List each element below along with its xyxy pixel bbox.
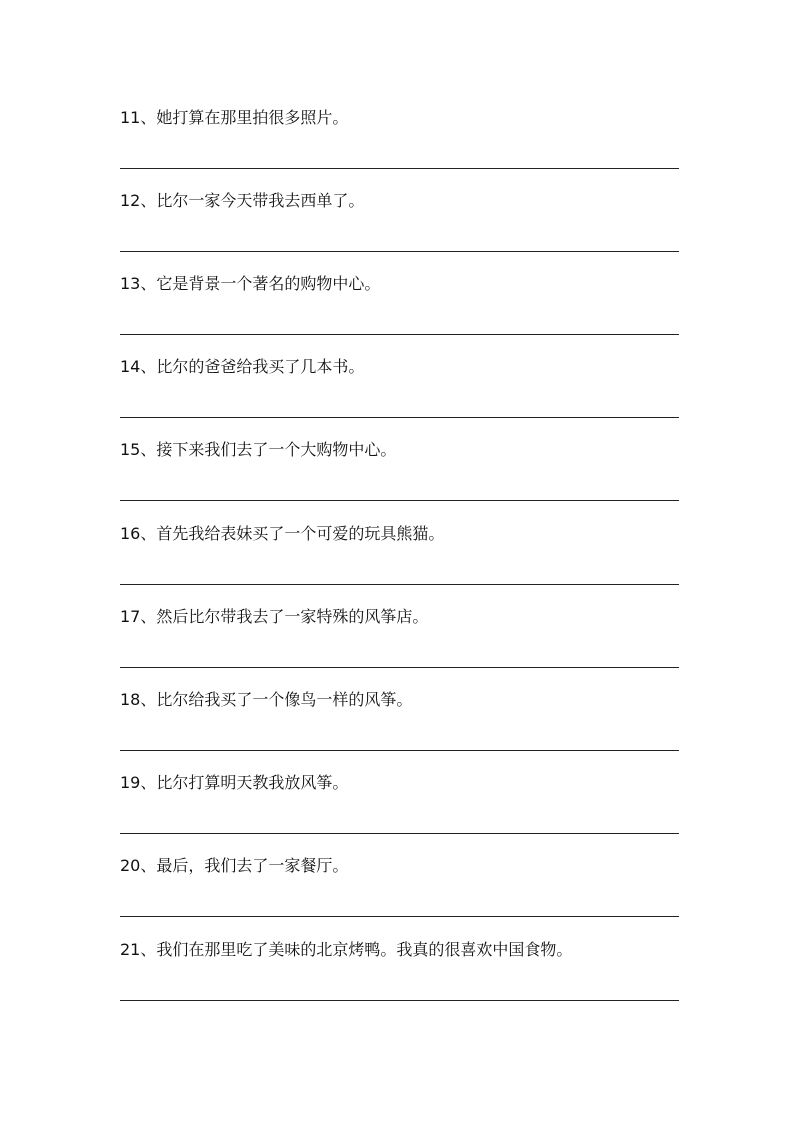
item-separator: 、: [140, 440, 157, 459]
item-separator: 、: [140, 690, 157, 709]
exercise-item-16: [120, 521, 680, 604]
item-sentence: 比尔打算明天教我放风筝。: [156, 773, 349, 792]
item-separator: 、: [140, 191, 157, 210]
exercise-prompt: [120, 437, 396, 463]
item-separator: 、: [140, 108, 157, 127]
item-separator: 、: [140, 856, 157, 875]
item-separator: 、: [140, 773, 157, 792]
answer-line[interactable]: [120, 417, 679, 418]
answer-line[interactable]: [120, 750, 679, 751]
exercise-prompt: [120, 271, 380, 297]
answer-line[interactable]: [120, 500, 679, 501]
item-number: 11: [120, 108, 141, 127]
answer-line[interactable]: [120, 334, 679, 335]
exercise-item-20: [120, 853, 680, 936]
item-sentence: 我们在那里吃了美味的北京烤鸭。我真的很喜欢中国食物。: [156, 940, 573, 959]
exercise-prompt: [120, 937, 572, 963]
exercise-prompt: [120, 604, 428, 630]
exercise-prompt: [120, 188, 364, 214]
item-number: 13: [120, 274, 141, 293]
exercise-item-15: [120, 437, 680, 520]
exercise-item-13: [120, 271, 680, 354]
item-sentence: 最后，我们去了一家餐厅。: [156, 856, 349, 875]
answer-line[interactable]: [120, 916, 679, 917]
exercise-prompt: [120, 105, 348, 131]
item-sentence: 它是背景一个著名的购物中心。: [156, 274, 381, 293]
item-number: 12: [120, 191, 141, 210]
item-sentence: 比尔一家今天带我去西单了。: [156, 191, 365, 210]
exercise-prompt: [120, 853, 348, 879]
exercise-prompt: [120, 687, 412, 713]
answer-line[interactable]: [120, 833, 679, 834]
item-number: 17: [120, 607, 141, 626]
item-number: 21: [120, 940, 141, 959]
exercise-item-18: [120, 687, 680, 770]
exercise-item-21: [120, 937, 680, 1020]
item-sentence: 比尔的爸爸给我买了几本书。: [156, 357, 365, 376]
exercise-prompt: [120, 770, 348, 796]
item-sentence: 比尔给我买了一个像鸟一样的风筝。: [156, 690, 413, 709]
answer-line[interactable]: [120, 667, 679, 668]
exercise-prompt: [120, 354, 364, 380]
exercise-item-19: [120, 770, 680, 853]
exercise-item-12: [120, 188, 680, 271]
exercise-item-14: [120, 354, 680, 437]
answer-line[interactable]: [120, 584, 679, 585]
item-separator: 、: [140, 607, 157, 626]
item-number: 19: [120, 773, 141, 792]
item-separator: 、: [140, 357, 157, 376]
exercise-prompt: [120, 521, 444, 547]
item-number: 16: [120, 524, 141, 543]
item-separator: 、: [140, 274, 157, 293]
item-number: 14: [120, 357, 141, 376]
exercise-item-17: [120, 604, 680, 687]
item-sentence: 接下来我们去了一个大购物中心。: [156, 440, 397, 459]
item-separator: 、: [140, 940, 157, 959]
item-sentence: 首先我给表妹买了一个可爱的玩具熊猫。: [156, 524, 445, 543]
item-number: 20: [120, 856, 141, 875]
answer-line[interactable]: [120, 168, 679, 169]
item-sentence: 她打算在那里拍很多照片。: [156, 108, 349, 127]
item-number: 15: [120, 440, 141, 459]
exercise-item-11: [120, 105, 680, 188]
item-sentence: 然后比尔带我去了一家特殊的风筝店。: [156, 607, 429, 626]
item-number: 18: [120, 690, 141, 709]
answer-line[interactable]: [120, 1000, 679, 1001]
answer-line[interactable]: [120, 251, 679, 252]
item-separator: 、: [140, 524, 157, 543]
